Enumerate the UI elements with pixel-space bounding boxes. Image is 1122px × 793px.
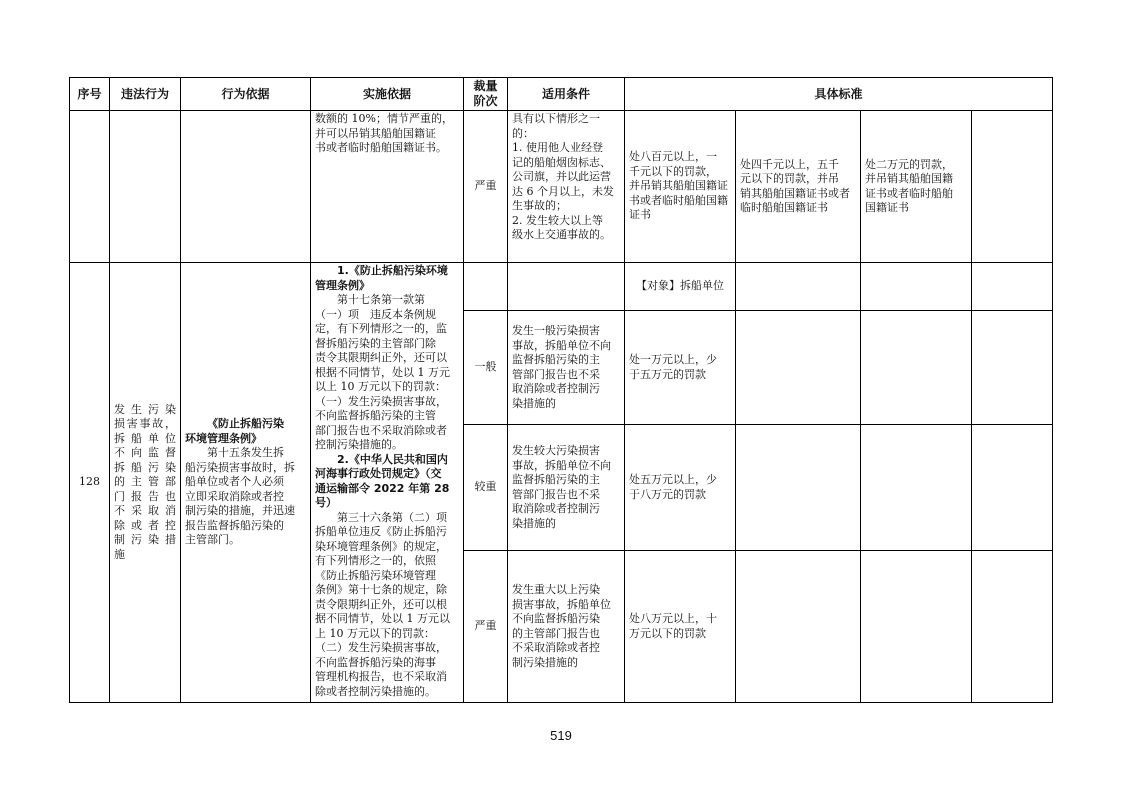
cont-std1-line: 证书 xyxy=(629,208,651,222)
impl-body-line: 责令限期纠正外，还可以根 xyxy=(315,597,447,611)
header-level-text: 裁量阶次 xyxy=(473,79,498,108)
condition-line: 管部门报告也不采 xyxy=(512,487,600,501)
cont-standard-1-cell xyxy=(625,111,736,263)
header-basis: 行为依据 xyxy=(181,78,311,111)
cont-std2-line: 临时船舶国籍证书 xyxy=(740,201,828,214)
standard-line: 处五万元以上，少 xyxy=(629,473,717,486)
condition-line: 不向监督拆船污染 xyxy=(512,612,600,625)
cont-std1-line: 千元以下的罚款， xyxy=(629,164,717,178)
cont-conditions-cell xyxy=(508,111,625,263)
standard-empty-cell xyxy=(972,551,1053,703)
condition-line: 的主管部门报告也 xyxy=(512,626,600,640)
header-violation: 违法行为 xyxy=(110,78,181,111)
basis-body-line: 船单位或者个人必须 xyxy=(185,475,284,489)
condition-line: 不采取消除或者控 xyxy=(512,641,600,654)
impl-body-line: 据不同情节，处以 1 万元以 xyxy=(315,612,450,625)
target-empty-cell xyxy=(972,263,1053,311)
condition-line: 管部门报告也不采 xyxy=(512,367,600,381)
item-128-target-row xyxy=(70,263,1053,311)
standard-line: 于八万元的罚款 xyxy=(629,487,706,501)
item-128-basis-cell xyxy=(181,263,311,703)
impl-body-line: 第三十六条第（二）项 xyxy=(337,510,447,524)
cont-cond-line: 的： xyxy=(512,126,534,140)
standard-line: 于五万元的罚款 xyxy=(629,367,706,381)
condition-line: 监督拆船污染的主 xyxy=(512,473,600,486)
standard-line: 万元以下的罚款 xyxy=(629,626,706,640)
cont-no-cell xyxy=(70,111,110,263)
cont-std3-line: 证书或者临时船舶 xyxy=(865,186,953,200)
standard-empty-cell xyxy=(736,425,861,551)
impl-title-line: 管理条例》 xyxy=(315,278,370,292)
continuation-row xyxy=(70,111,1053,263)
impl-body-line: 有下列情形之一的，依照 xyxy=(315,554,436,567)
violation-line: 门报告也 xyxy=(114,489,176,503)
cont-cond-line: 生事故的； xyxy=(512,199,567,212)
violation-line: 不向监督 xyxy=(114,446,176,460)
impl-body-line: 拆船单位违反《防止拆船污 xyxy=(315,525,447,538)
impl-body-line: （二）发生污染损害事故， xyxy=(315,641,447,654)
violation-line: 发生污染 xyxy=(114,402,176,416)
basis-body-line: 立即采取消除或者控 xyxy=(185,489,284,503)
condition-line: 染措施的 xyxy=(512,516,556,530)
cont-cond-line: 记的船舶烟囱标志、 xyxy=(512,155,611,169)
header-level xyxy=(464,78,508,111)
impl-body-line: 《防止拆船污染环境管理 xyxy=(315,568,436,582)
basis-body-line: 报告监督拆船污染的 xyxy=(185,518,284,532)
condition-line: 取消除或者控制污 xyxy=(512,382,600,395)
cont-cond-line: 达 6 个月以上，未发 xyxy=(512,184,614,198)
violation-line: 拆船单位 xyxy=(114,431,176,445)
standard-cell xyxy=(625,551,736,703)
impl-body-line: （一）项 违反本条例规 xyxy=(315,307,436,321)
page-number: 519 xyxy=(550,728,572,743)
basis-title-line: 环境管理条例》 xyxy=(185,431,262,445)
cont-cond-line: 具有以下情形之一 xyxy=(512,112,600,125)
cont-standard-3-cell xyxy=(861,111,972,263)
condition-line: 事故，拆船单位不向 xyxy=(512,338,611,352)
header-standards: 具体标准 xyxy=(625,78,1053,111)
violation-line: 的主管部 xyxy=(114,475,176,489)
item-128-impl-cell xyxy=(311,263,464,703)
level-label: 严重 xyxy=(474,619,497,633)
condition-line: 发生重大以上污染 xyxy=(512,583,600,596)
impl-body-line: 管理机构报告，也不采取消 xyxy=(315,670,447,683)
standard-empty-cell xyxy=(972,311,1053,425)
cont-std1-line: 并吊销其船舶国籍证 xyxy=(629,179,728,193)
standard-cell xyxy=(625,311,736,425)
violation-line: 施 xyxy=(114,547,125,561)
impl-body-line: 不向监督拆船污染的海事 xyxy=(315,655,436,669)
target-empty-cell xyxy=(736,263,861,311)
standard-empty-cell xyxy=(861,425,972,551)
impl-body-line: 根据不同情节，处以 1 万元 xyxy=(315,365,450,379)
header-conditions: 适用条件 xyxy=(508,78,625,111)
cont-std2-line: 元以下的罚款，并吊 xyxy=(740,172,839,185)
standard-line: 处八万元以上，十 xyxy=(629,612,717,625)
cont-cond-line: 级水上交通事故的。 xyxy=(512,228,611,241)
cont-impl-line: 数额的 10%；情节严重的， xyxy=(315,112,453,125)
header-no: 序号 xyxy=(70,78,110,111)
target-condition-cell xyxy=(508,263,625,311)
standard-empty-cell xyxy=(736,311,861,425)
impl-body-line: 督拆船污染的主管部门除 xyxy=(315,336,436,350)
condition-line: 发生较大污染损害 xyxy=(512,444,600,457)
impl-body-line: 除或者控制污染措施的。 xyxy=(315,684,436,698)
condition-line: 取消除或者控制污 xyxy=(512,502,600,515)
regulation-table xyxy=(69,77,1053,703)
header-row xyxy=(70,78,1053,111)
cont-std2-line: 处四千元以上，五千 xyxy=(740,157,839,171)
impl-body-line: 定，有下列情形之一的，监 xyxy=(315,322,447,335)
impl-body-line: 以上 10 万元以下的罚款： xyxy=(315,380,446,393)
impl-body-line: 染环境管理条例》的规定， xyxy=(315,539,447,553)
cont-impl-line: 并可以吊销其船舶国籍证 xyxy=(315,126,436,140)
cont-cond-line: 1. 使用他人业经登 xyxy=(512,141,603,154)
impl-body-line: 条例》第十七条的规定，除 xyxy=(315,583,447,596)
violation-line: 除或者控 xyxy=(114,518,176,532)
basis-body-line: 主管部门。 xyxy=(185,533,240,547)
cont-std3-line: 并吊销其船舶国籍 xyxy=(865,172,953,185)
level-label: 一般 xyxy=(474,360,497,374)
header-implementation: 实施依据 xyxy=(311,78,464,111)
condition-line: 事故，拆船单位不向 xyxy=(512,458,611,472)
condition-line: 制污染措施的 xyxy=(512,655,578,669)
impl-body-line: 上 10 万元以下的罚款： xyxy=(315,626,435,640)
standard-cell xyxy=(625,425,736,551)
item-no: 128 xyxy=(79,475,100,489)
condition-cell xyxy=(508,551,625,703)
cont-standard-2-cell xyxy=(736,111,861,263)
condition-line: 监督拆船污染的主 xyxy=(512,353,600,366)
impl-title-line: 河海事行政处罚规定》（交 xyxy=(315,467,442,480)
impl-body-line: 第十七条第一款第 xyxy=(337,293,425,306)
target-cell xyxy=(625,263,736,311)
cont-impl-line: 书或者临时船舶国籍证书。 xyxy=(315,141,447,154)
impl-title-line: 1.《防止拆船污染环境 xyxy=(337,264,448,277)
violation-line: 拆船污染 xyxy=(114,460,176,474)
cont-violation-cell xyxy=(110,111,181,263)
violation-line: 损害事故， xyxy=(114,417,176,431)
item-128-violation-cell xyxy=(110,263,181,703)
basis-body-line: 第十五条发生拆 xyxy=(207,446,284,460)
item-128-no-cell xyxy=(70,263,110,703)
condition-cell xyxy=(508,425,625,551)
violation-line: 制污染措 xyxy=(114,533,176,547)
standard-empty-cell xyxy=(861,311,972,425)
impl-body-line: 控制污染措施的。 xyxy=(315,438,403,451)
cont-level: 严重 xyxy=(474,179,497,193)
standard-empty-cell xyxy=(972,425,1053,551)
basis-body-line: 船污染损害事故时，拆 xyxy=(185,460,295,474)
condition-line: 损害事故，拆船单位 xyxy=(512,597,611,611)
target-level-cell xyxy=(464,263,508,311)
cont-std3-line: 国籍证书 xyxy=(865,201,909,214)
condition-line: 染措施的 xyxy=(512,396,556,410)
cont-std3-line: 处二万元的罚款， xyxy=(865,157,953,171)
cont-std1-line: 书或者临时船舶国籍 xyxy=(629,193,728,207)
cont-impl-cell xyxy=(311,111,464,263)
level-cell xyxy=(464,551,508,703)
cont-cond-line: 公司旗，并以此运营 xyxy=(512,170,611,183)
impl-body-line: 不向监督拆船污染的主管 xyxy=(315,409,436,422)
basis-body-line: 制污染的措施，并迅速 xyxy=(185,504,295,518)
condition-cell xyxy=(508,311,625,425)
impl-title-line: 号） xyxy=(315,496,337,509)
impl-body-line: 责令其限期纠正外，还可以 xyxy=(315,351,447,364)
condition-line: 发生一般污染损害 xyxy=(512,324,600,337)
standard-empty-cell xyxy=(861,551,972,703)
impl-title-line: 通运输部令 2022 年第 28 xyxy=(315,481,450,495)
level-cell xyxy=(464,425,508,551)
cont-std1-line: 处八百元以上，一 xyxy=(629,150,717,164)
impl-body-line: （一）发生污染损害事故， xyxy=(315,394,447,408)
level-label: 较重 xyxy=(474,480,497,494)
impl-body-line: 部门报告也不采取消除或者 xyxy=(315,423,447,437)
basis-title-line: 《防止拆船污染 xyxy=(207,417,284,431)
target-text: 【对象】拆船单位 xyxy=(636,279,724,293)
standard-empty-cell xyxy=(736,551,861,703)
level-cell xyxy=(464,311,508,425)
standard-line: 处一万元以上，少 xyxy=(629,353,717,366)
cont-std2-line: 销其船舶国籍证书或者 xyxy=(740,186,850,200)
cont-basis-cell xyxy=(181,111,311,263)
violation-line: 不采取消 xyxy=(114,504,176,518)
target-empty-cell xyxy=(861,263,972,311)
cont-standard-4-cell xyxy=(972,111,1053,263)
cont-cond-line: 2. 发生较大以上等 xyxy=(512,213,603,227)
cont-level-cell xyxy=(464,111,508,263)
impl-title-line: 2.《中华人民共和国内 xyxy=(337,452,448,466)
